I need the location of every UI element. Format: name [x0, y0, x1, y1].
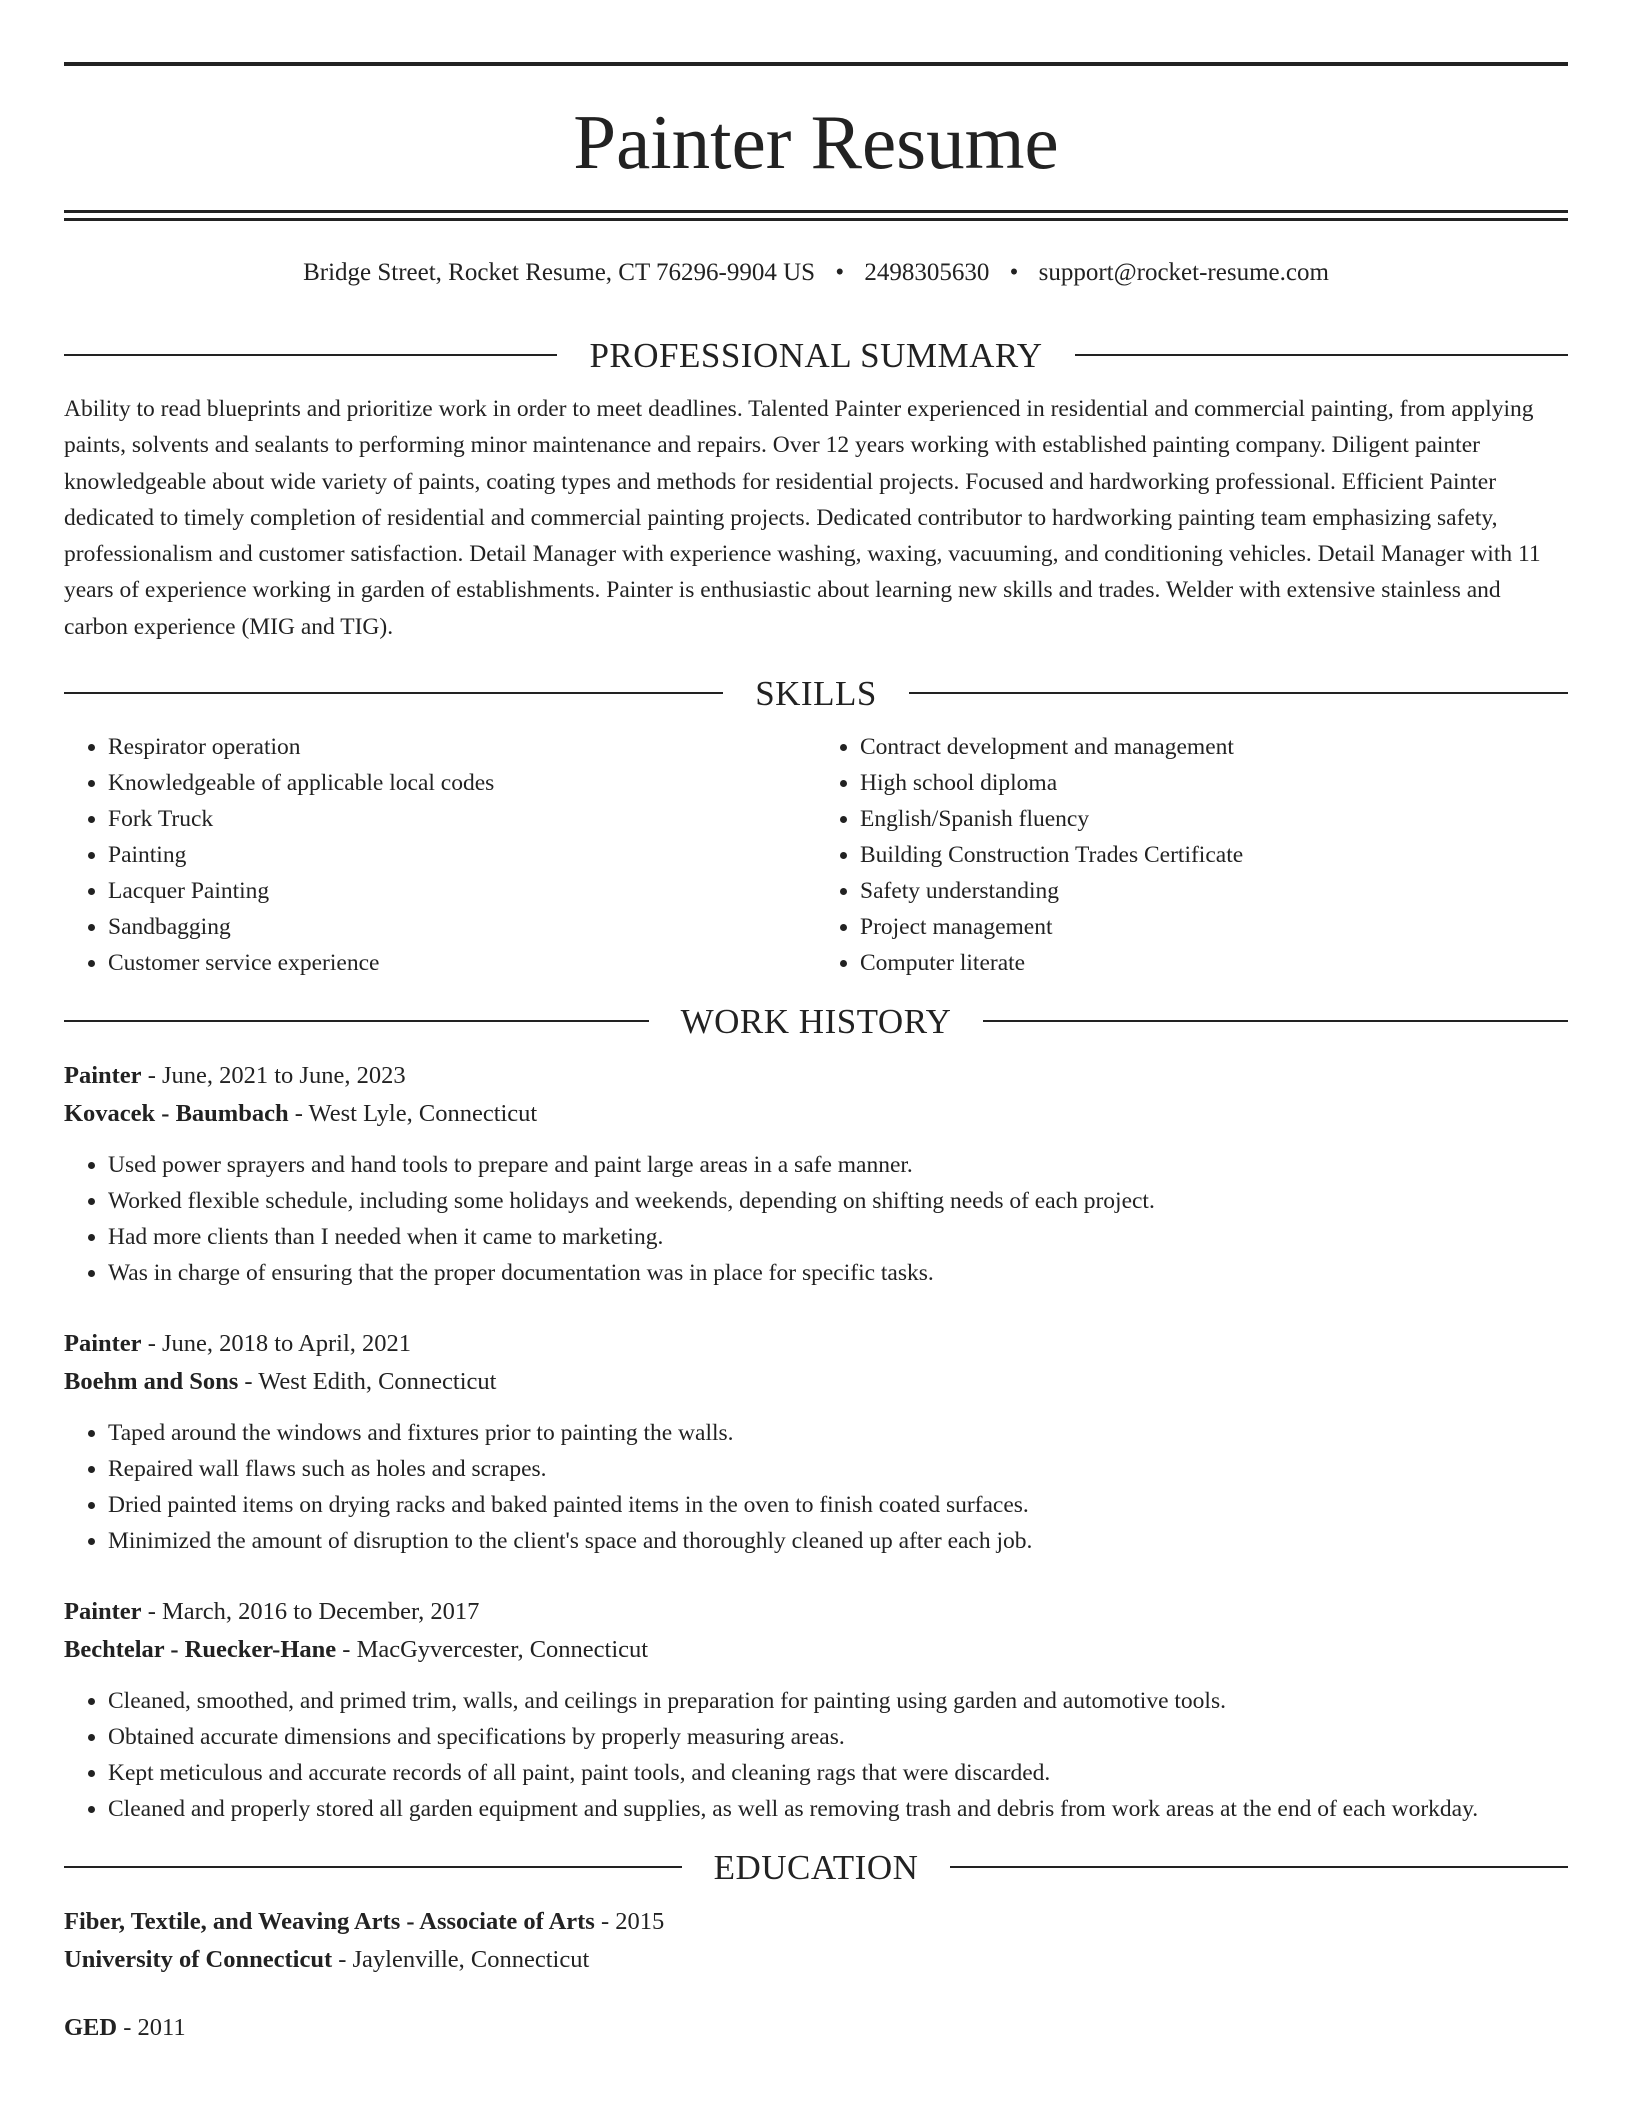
skill-item: • High school diploma	[860, 765, 1568, 801]
heading-rule-right	[1075, 354, 1568, 356]
skill-item: • Sandbagging	[108, 909, 816, 945]
education-degree: GED	[64, 2014, 118, 2042]
heading-rule-right	[950, 1866, 1568, 1868]
skill-item: • Building Construction Trades Certificate	[860, 837, 1568, 873]
skills-list	[64, 729, 1568, 981]
education-degree-line	[64, 2009, 1568, 2047]
heading-rule-right	[909, 692, 1568, 694]
job-bullet: • Was in charge of ensuring that the proper documentation was in place for specific tasks.	[108, 1255, 1568, 1291]
job-bullet: • Taped around the windows and fixtures prior to painting the walls.	[108, 1415, 1568, 1451]
education-school: University of Connecticut	[64, 1946, 333, 1974]
education-section-heading	[64, 1845, 1568, 1889]
contact-separator: •	[1009, 259, 1019, 286]
skill-item: • Fork Truck	[108, 801, 816, 837]
job-title: Painter	[64, 1598, 142, 1626]
job-bullet: • Dried painted items on drying racks and baked painted items in the oven to finish coated surfaces.	[108, 1487, 1568, 1523]
title-double-rule	[64, 210, 1568, 221]
education-location: - Jaylenville, Connecticut	[332, 1946, 590, 1974]
work-heading-label: WORK HISTORY	[680, 1001, 952, 1041]
skill-item: • Customer service experience	[108, 945, 816, 981]
job-entry	[64, 1325, 1568, 1559]
heading-rule-left	[64, 1866, 682, 1868]
summary-section-heading	[64, 333, 1568, 377]
heading-rule-left	[64, 354, 557, 356]
job-company: Bechtelar - Ruecker-Hane	[64, 1636, 337, 1664]
job-bullet: • Worked flexible schedule, including some holidays and weekends, depending on shifting needs of each project.	[108, 1183, 1568, 1219]
skills-column-right	[816, 729, 1568, 981]
skill-item: • Computer literate	[860, 945, 1568, 981]
job-location: - MacGyvercester, Connecticut	[336, 1636, 649, 1664]
job-bullet: • Kept meticulous and accurate records of all paint, paint tools, and cleaning rags that were discarded.	[108, 1755, 1568, 1791]
job-bullet: • Cleaned and properly stored all garden equipment and supplies, as well as removing trash and debris from work areas at the end of each workday.	[108, 1791, 1568, 1827]
summary-text: Ability to read blueprints and prioritize work in order to meet deadlines. Talented Painter experienced in residential and commercial painting, from applying paints, solvents and sealants to performing minor maintenance and repairs. Over 12 years working with established painting company. Diligent painter knowledgeable about wide variety of paints, coating types and methods for residential projects. Focused and hardworking professional. Efficient Painter dedicated to timely completion of residential and commercial painting projects. Dedicated contributor to hardworking painting team emphasizing safety, professionalism and customer satisfaction. Detail Manager with experience washing, waxing, vacuuming, and conditioning vehicles. Detail Manager with 11 years of experience working in garden of establishments. Painter is enthusiastic about learning new skills and trades. Welder with extensive stainless and carbon experience (MIG and TIG).	[64, 396, 1541, 640]
job-bullet: • Minimized the amount of disruption to the client's space and thoroughly cleaned up after each job.	[108, 1523, 1568, 1559]
heading-rule-left	[64, 692, 723, 694]
top-rule	[64, 62, 1568, 66]
skill-item: • English/Spanish fluency	[860, 801, 1568, 837]
job-bullets	[64, 1683, 1568, 1827]
contact-separator: •	[835, 259, 845, 286]
heading-rule-left	[64, 1020, 649, 1022]
job-company-line	[64, 1095, 1568, 1133]
skills-column-left	[64, 729, 816, 981]
job-location: - West Lyle, Connecticut	[288, 1100, 538, 1128]
contact-email: support@rocket-resume.com	[1038, 259, 1329, 286]
skill-item: • Knowledgeable of applicable local codes	[108, 765, 816, 801]
job-bullet: • Repaired wall flaws such as holes and scrapes.	[108, 1451, 1568, 1487]
heading-rule-right	[983, 1020, 1568, 1022]
work-section-heading	[64, 999, 1568, 1043]
skill-item: • Respirator operation	[108, 729, 816, 765]
education-entry	[64, 2009, 1568, 2047]
job-bullet: • Obtained accurate dimensions and specifications by properly measuring areas.	[108, 1719, 1568, 1755]
job-title: Painter	[64, 1062, 142, 1090]
education-heading-label: EDUCATION	[713, 1847, 919, 1887]
job-bullets	[64, 1147, 1568, 1291]
skills-heading-label: SKILLS	[755, 673, 877, 713]
skill-item: • Lacquer Painting	[108, 873, 816, 909]
education-school-line	[64, 1941, 1568, 1979]
job-bullet: • Used power sprayers and hand tools to prepare and paint large areas in a safe manner.	[108, 1147, 1568, 1183]
job-entry	[64, 1057, 1568, 1291]
job-company: Kovacek - Baumbach	[64, 1100, 289, 1128]
job-title: Painter	[64, 1330, 142, 1358]
job-company-line	[64, 1631, 1568, 1669]
job-company: Boehm and Sons	[64, 1368, 239, 1396]
job-bullet: • Cleaned, smoothed, and primed trim, walls, and ceilings in preparation for painting using garden and automotive tools.	[108, 1683, 1568, 1719]
education-degree: Fiber, Textile, and Weaving Arts - Associate of Arts	[64, 1908, 595, 1936]
education-degree-line	[64, 1903, 1568, 1941]
education-year: - 2015	[594, 1908, 665, 1936]
contact-phone: 2498305630	[864, 259, 990, 286]
skill-item: • Painting	[108, 837, 816, 873]
contact-address: Bridge Street, Rocket Resume, CT 76296-9904 US	[303, 259, 816, 286]
job-location: - West Edith, Connecticut	[238, 1368, 497, 1396]
job-dates: - June, 2021 to June, 2023	[141, 1062, 406, 1090]
job-bullet: • Had more clients than I needed when it came to marketing.	[108, 1219, 1568, 1255]
job-entry	[64, 1593, 1568, 1827]
education-entry	[64, 1903, 1568, 1979]
contact-line	[64, 257, 1568, 295]
skill-item: • Project management	[860, 909, 1568, 945]
education-year: - 2011	[117, 2014, 186, 2042]
summary-heading-label: PROFESSIONAL SUMMARY	[589, 335, 1043, 375]
job-bullets	[64, 1415, 1568, 1559]
skills-section-heading	[64, 671, 1568, 715]
job-dates: - March, 2016 to December, 2017	[141, 1598, 480, 1626]
job-title-line	[64, 1325, 1568, 1363]
job-title-line	[64, 1057, 1568, 1095]
skill-item: • Contract development and management	[860, 729, 1568, 765]
job-company-line	[64, 1363, 1568, 1401]
skill-item: • Safety understanding	[860, 873, 1568, 909]
job-title-line	[64, 1593, 1568, 1631]
job-dates: - June, 2018 to April, 2021	[141, 1330, 412, 1358]
resume-title: Painter Resume	[573, 99, 1059, 185]
